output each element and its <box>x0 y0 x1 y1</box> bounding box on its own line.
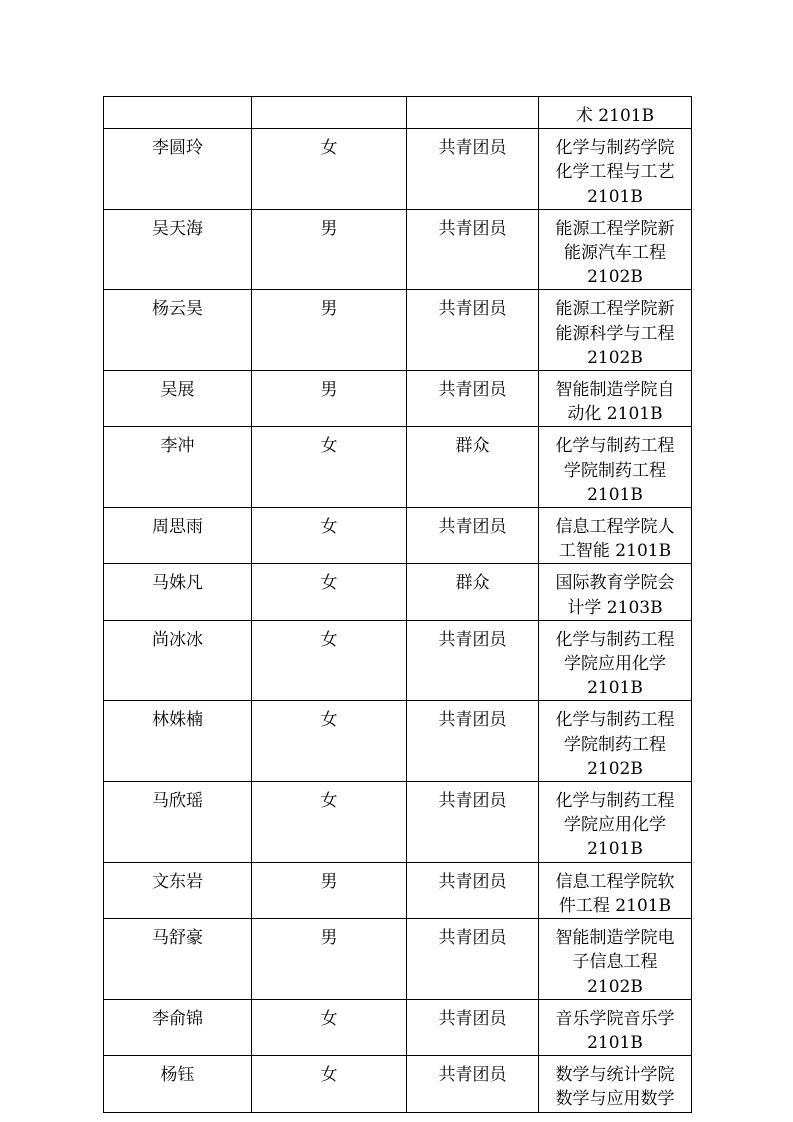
table-row <box>104 701 692 782</box>
college-class-line: 能源科学与工程 <box>555 323 675 344</box>
college-class-line: 化学与制药工程 <box>555 791 675 812</box>
college-class-cell <box>539 620 692 701</box>
college-class-cell <box>539 290 692 371</box>
college-class-cell <box>539 97 692 129</box>
college-class-line: 2101B <box>587 1032 643 1053</box>
gender-cell: 男 <box>252 371 407 427</box>
college-class-line: 2101B <box>587 484 643 505</box>
table-row <box>104 129 692 210</box>
political-status-cell: 群众 <box>407 427 539 508</box>
political-status-cell: 共青团员 <box>407 999 539 1055</box>
gender-cell: 女 <box>252 1056 407 1112</box>
college-class-line: 化学与制药工程 <box>555 436 675 457</box>
table-row <box>104 1056 692 1112</box>
college-class-cell <box>539 862 692 918</box>
college-class-cell <box>539 427 692 508</box>
name-cell <box>104 97 252 129</box>
table-row <box>104 999 692 1055</box>
college-class-line: 化学与制药工程 <box>555 629 675 650</box>
name-cell: 吴天海 <box>104 209 252 290</box>
college-class-cell <box>539 782 692 863</box>
political-status-cell <box>407 97 539 129</box>
table-row <box>104 97 692 129</box>
political-status-cell: 共青团员 <box>407 701 539 782</box>
college-class-cell <box>539 564 692 620</box>
gender-cell: 女 <box>252 564 407 620</box>
college-class-line: 化学与制药工程 <box>555 710 675 731</box>
gender-cell: 女 <box>252 508 407 564</box>
political-status-cell: 共青团员 <box>407 129 539 210</box>
college-class-line: 音乐学院音乐学 <box>555 1008 675 1029</box>
name-cell: 周思雨 <box>104 508 252 564</box>
name-cell: 马欣瑶 <box>104 782 252 863</box>
college-class-line: 化学与制药学院 <box>555 138 675 159</box>
political-status-cell: 共青团员 <box>407 620 539 701</box>
roster-table-body <box>104 97 692 1113</box>
gender-cell: 男 <box>252 290 407 371</box>
political-status-cell: 共青团员 <box>407 919 539 1000</box>
name-cell: 马舒豪 <box>104 919 252 1000</box>
college-class-line: 学院应用化学 <box>564 654 666 675</box>
table-row <box>104 862 692 918</box>
political-status-cell: 共青团员 <box>407 782 539 863</box>
table-row <box>104 620 692 701</box>
name-cell: 李圆玲 <box>104 129 252 210</box>
name-cell: 尚冰冰 <box>104 620 252 701</box>
table-row <box>104 371 692 427</box>
college-class-line: 2102B <box>587 267 643 288</box>
political-status-cell: 共青团员 <box>407 862 539 918</box>
college-class-line: 国际教育学院会 <box>555 573 675 594</box>
political-status-cell: 群众 <box>407 564 539 620</box>
table-row <box>104 508 692 564</box>
table-row <box>104 427 692 508</box>
college-class-cell <box>539 1056 692 1112</box>
table-row <box>104 209 692 290</box>
political-status-cell: 共青团员 <box>407 209 539 290</box>
college-class-cell <box>539 508 692 564</box>
gender-cell: 女 <box>252 701 407 782</box>
college-class-line: 工智能 2101B <box>558 541 672 562</box>
gender-cell: 女 <box>252 427 407 508</box>
table-row <box>104 919 692 1000</box>
roster-table <box>103 96 692 1113</box>
college-class-line: 智能制造学院电 <box>555 928 675 949</box>
political-status-cell: 共青团员 <box>407 1056 539 1112</box>
college-class-cell <box>539 209 692 290</box>
name-cell: 李俞锦 <box>104 999 252 1055</box>
table-row <box>104 564 692 620</box>
college-class-line: 能源汽车工程 <box>564 243 666 264</box>
gender-cell <box>252 97 407 129</box>
college-class-line: 子信息工程 <box>572 952 658 973</box>
college-class-line: 术 2101B <box>575 106 655 126</box>
gender-cell: 女 <box>252 999 407 1055</box>
name-cell: 林姝楠 <box>104 701 252 782</box>
college-class-line: 2101B <box>587 678 643 699</box>
college-class-line: 信息工程学院人 <box>555 517 675 538</box>
table-row <box>104 290 692 371</box>
college-class-line: 学院制药工程 <box>564 734 666 755</box>
college-class-cell <box>539 701 692 782</box>
gender-cell: 男 <box>252 209 407 290</box>
gender-cell: 女 <box>252 129 407 210</box>
table-row <box>104 782 692 863</box>
college-class-line: 学院制药工程 <box>564 460 666 481</box>
name-cell: 文东岩 <box>104 862 252 918</box>
name-cell: 李冲 <box>104 427 252 508</box>
name-cell: 马姝凡 <box>104 564 252 620</box>
college-class-line: 学院应用化学 <box>564 815 666 836</box>
college-class-line: 动化 2101B <box>567 404 663 425</box>
college-class-line: 2102B <box>587 758 643 779</box>
name-cell: 杨钰 <box>104 1056 252 1112</box>
college-class-line: 化学工程与工艺 <box>555 162 675 183</box>
name-cell: 吴展 <box>104 371 252 427</box>
college-class-line: 数学与统计学院 <box>555 1065 675 1086</box>
political-status-cell: 共青团员 <box>407 290 539 371</box>
gender-cell: 男 <box>252 919 407 1000</box>
gender-cell: 男 <box>252 862 407 918</box>
college-class-line: 件工程 2101B <box>558 895 672 916</box>
college-class-cell <box>539 129 692 210</box>
gender-cell: 女 <box>252 620 407 701</box>
college-class-line: 2102B <box>587 976 643 997</box>
political-status-cell: 共青团员 <box>407 508 539 564</box>
political-status-cell: 共青团员 <box>407 371 539 427</box>
college-class-line: 计学 2103B <box>567 597 663 618</box>
college-class-line: 2101B <box>587 186 643 207</box>
gender-cell: 女 <box>252 782 407 863</box>
college-class-cell <box>539 371 692 427</box>
college-class-line: 信息工程学院软 <box>555 871 675 892</box>
college-class-line: 智能制造学院自 <box>555 380 675 401</box>
college-class-cell <box>539 919 692 1000</box>
college-class-line: 2102B <box>587 347 643 368</box>
college-class-cell <box>539 999 692 1055</box>
college-class-line: 能源工程学院新 <box>555 299 675 320</box>
college-class-line: 2101B <box>587 839 643 860</box>
college-class-line: 数学与应用数学 <box>555 1089 675 1110</box>
name-cell: 杨云昊 <box>104 290 252 371</box>
college-class-line: 能源工程学院新 <box>555 218 675 239</box>
